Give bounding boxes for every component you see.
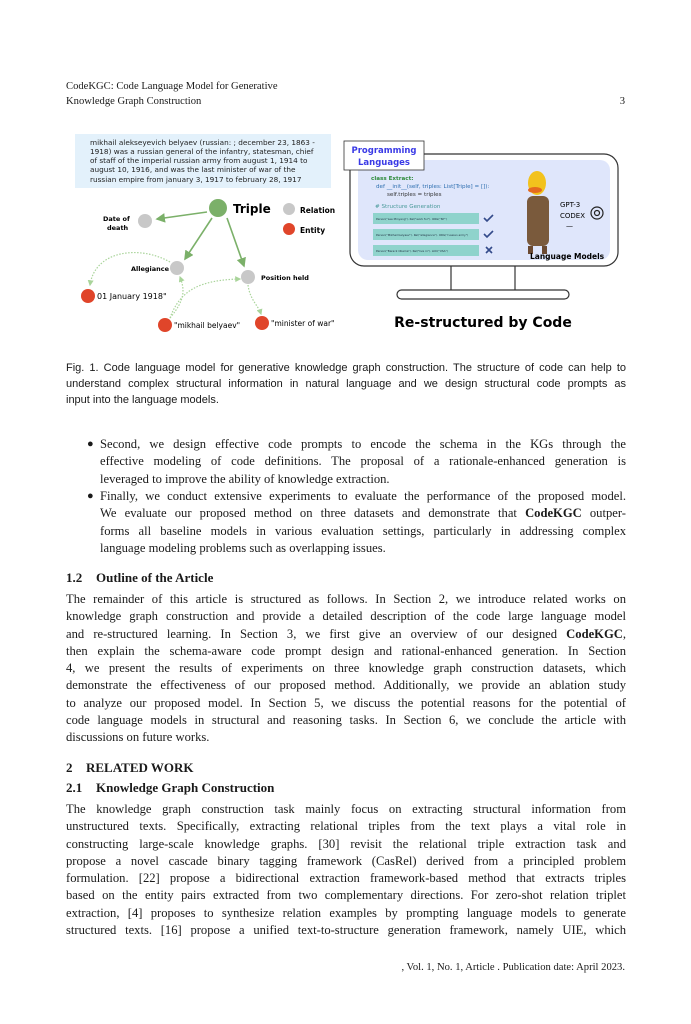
text-line: demonstrate the effectiveness of our proposed method. Additionally, we provide an ablation study: [66, 678, 626, 693]
text-line: based on the entity pairs extracted from two complementary directions. For zero-shot relation triplet: [66, 888, 626, 903]
model-name: —: [566, 222, 573, 230]
section-paragraph: [66, 801, 626, 939]
caption-line: input into the language models.: [66, 394, 219, 406]
text-line: The remainder of this article is structured as follows. In Section 2, we introduce related works on: [66, 592, 626, 606]
source-text-line: russian empire from january 3, 1917 to february 28, 1917: [90, 175, 302, 184]
source-text-line: august 10, 1916, and was the last minister of war of the: [90, 165, 296, 174]
source-text-line: 1918) was a russian general of the infantry, statesman, chief: [90, 147, 314, 156]
bullet-item: ● Finally, we conduct extensive experiments to evaluate the performance of the proposed model. We evaluate our proposed method on three datasets and demonstrate that CodeKGC outper- forms all baseline models in various evaluation settings, particularly in addressing complex language modeling problems such as overlapping issues.: [100, 488, 626, 557]
text-line: unstructured texts. Specifically, extracting relational triples from the text plays a vital role in: [66, 819, 626, 834]
section-paragraph: [66, 591, 626, 747]
text-line: extraction, [4] proposes to synthesize relation examples by prompting language models to generate: [66, 905, 626, 920]
section-number: 1.2: [66, 570, 83, 585]
text-line: [100, 505, 626, 522]
entity-node: [158, 318, 172, 332]
bold-term: CodeKGC: [566, 626, 623, 641]
edge-arrow: [227, 218, 244, 266]
entity-label: "minister of war": [271, 319, 335, 328]
text-segment: We evaluate our proposed method on three datasets and demonstrate that: [100, 506, 526, 521]
text-line: formulation. [22] propose a bidirectional extraction framework-based method that extracts triples: [66, 871, 626, 886]
source-text-line: of staff of the imperial russian army from august 1, 1914 to: [90, 156, 308, 165]
edge-arrow: [157, 212, 207, 219]
legend-relation: Relation: [300, 206, 336, 215]
code-line: class Extract:: [371, 176, 414, 182]
text-line: constructing large-scale knowledge graphs. [30] revisit the relational triple extraction task and: [66, 836, 626, 851]
text-line: 4, we present the results of experiments on three knowledge graph construction datasets, which: [66, 661, 626, 676]
text-line: code language models in structural and reasoning tasks. In Section 6, we conclude the article with: [66, 713, 626, 728]
text-line: leveraged to improve the ability of knowledge extraction.: [100, 471, 390, 486]
model-name: GPT-3: [560, 201, 581, 209]
section-title: Knowledge Graph Construction: [96, 780, 275, 795]
code-line: self.triples = triples: [387, 192, 442, 198]
caption-line: understand complex structural information in natural language and we design structural code prompts as: [66, 378, 626, 390]
text-line: structured texts. [16] propose a unified text-to-structure generation framework, namely UIE, which: [66, 923, 626, 938]
section-heading: [66, 570, 213, 586]
section-title: Outline of the Article: [96, 570, 214, 585]
bold-term: CodeKGC: [525, 506, 582, 521]
source-text-line: mikhail alekseyevich belyaev (russian: ; december 23, 1863 -: [90, 138, 315, 147]
caption-line: Fig. 1. Code language model for generative knowledge graph construction. The structure of code can help to: [66, 362, 626, 374]
text-line: [66, 626, 626, 643]
text-segment: and re-structured learning. In Section 3, we first give an overview of our designed: [66, 626, 567, 641]
text-line: language modeling problems such as overlapping issues.: [100, 540, 386, 555]
model-name: CODEX: [560, 212, 586, 220]
section-number: 2.1: [66, 780, 83, 795]
header-title-line1: CodeKGC: Code Language Model for Generative: [66, 81, 278, 92]
output-text: Person("Barack Obama"). Rel("live in"). LOC("USA"): [376, 249, 448, 253]
text-line: propose a novel cascade binary tagging framework (CasRel) derived from a principled problem: [66, 853, 626, 868]
text-segment: ,: [622, 626, 626, 641]
code-line: def __init__(self, triples: List[Triple] = []):: [376, 184, 490, 190]
output-text: Person("Mikhail belyaev"). Rel("allegiance"). ORG("russian army"): [376, 233, 469, 237]
figure-caption: [66, 360, 626, 408]
text-line: forms all baseline models in various evaluation settings, particularly in addressing complex: [100, 523, 626, 538]
page-footer: , Vol. 1, No. 1, Article . Publication date: April 2023.: [401, 962, 625, 973]
code-line: # Structure Generation: [375, 204, 441, 210]
text-line: The knowledge graph construction task mainly focus on extracting structural information from: [66, 802, 626, 816]
relation-label: Allegiance: [131, 265, 170, 273]
relation-node: [170, 261, 184, 275]
prog-lang-label: Languages: [358, 158, 410, 168]
relation-label: Position held: [261, 274, 309, 282]
section-title: RELATED WORK: [86, 760, 194, 775]
text-line: to analyze our proposed model. In Section 5, we discuss the potential reasons for the potential of: [66, 695, 626, 710]
edge-dotted: [248, 285, 261, 314]
bert-character-icon: [527, 171, 549, 254]
text-segment: outper-: [581, 506, 627, 521]
entity-node: [255, 316, 269, 330]
legend-relation-dot: [283, 203, 295, 215]
edge-dotted: [170, 279, 240, 318]
triple-label: Triple: [233, 202, 271, 216]
relation-node: [241, 270, 255, 284]
figure-1: [60, 130, 625, 340]
text-line: Finally, we conduct extensive experiments to evaluate the performance of the proposed model.: [100, 489, 626, 503]
relation-node: [138, 214, 152, 228]
section-heading: [66, 760, 194, 776]
text-line: then explain the schema-aware code prompt design and rational-enhanced generation. In Section: [66, 643, 626, 658]
source-text: [90, 138, 315, 184]
output-text: Person("Lee Minyang"). Rel("work for"). ORG("NY"): [376, 217, 447, 221]
figure-subtitle: Re-structured by Code: [394, 315, 572, 331]
header-title-line2: Knowledge Graph Construction: [66, 96, 202, 107]
text-line: knowledge graph construction and provide a detailed description of the code large language model: [66, 609, 626, 624]
text-line: discussions on future works.: [66, 730, 210, 745]
entity-label: 01 January 1918": [97, 292, 167, 301]
language-models-label: Language Models: [530, 252, 605, 261]
entity-node: [81, 289, 95, 303]
text-line: Second, we design effective code prompts to encode the schema in the KGs through the: [100, 437, 626, 451]
bullet-item: ● Second, we design effective code prompts to encode the schema in the KGs through the effective modeling of code definitions. The proposal of a rationale-enhanced generation is leveraged to improve the ability of knowledge extraction.: [100, 436, 626, 488]
relation-label: death: [107, 224, 129, 232]
edge-arrow: [185, 218, 212, 259]
text-line: effective modeling of code definitions. The proposal of a rationale-enhanced generation is: [100, 454, 626, 469]
page-number: 3: [619, 96, 625, 107]
monitor-base: [397, 290, 569, 299]
section-number: 2: [66, 760, 73, 775]
running-header: [66, 79, 278, 109]
relation-label: Date of: [103, 215, 130, 223]
legend-entity: Entity: [300, 226, 326, 235]
triple-node: [209, 199, 227, 217]
prog-lang-label: Programming: [351, 146, 417, 156]
section-heading: [66, 780, 274, 796]
entity-label: "mikhail belyaev": [174, 321, 241, 330]
legend-entity-dot: [283, 223, 295, 235]
